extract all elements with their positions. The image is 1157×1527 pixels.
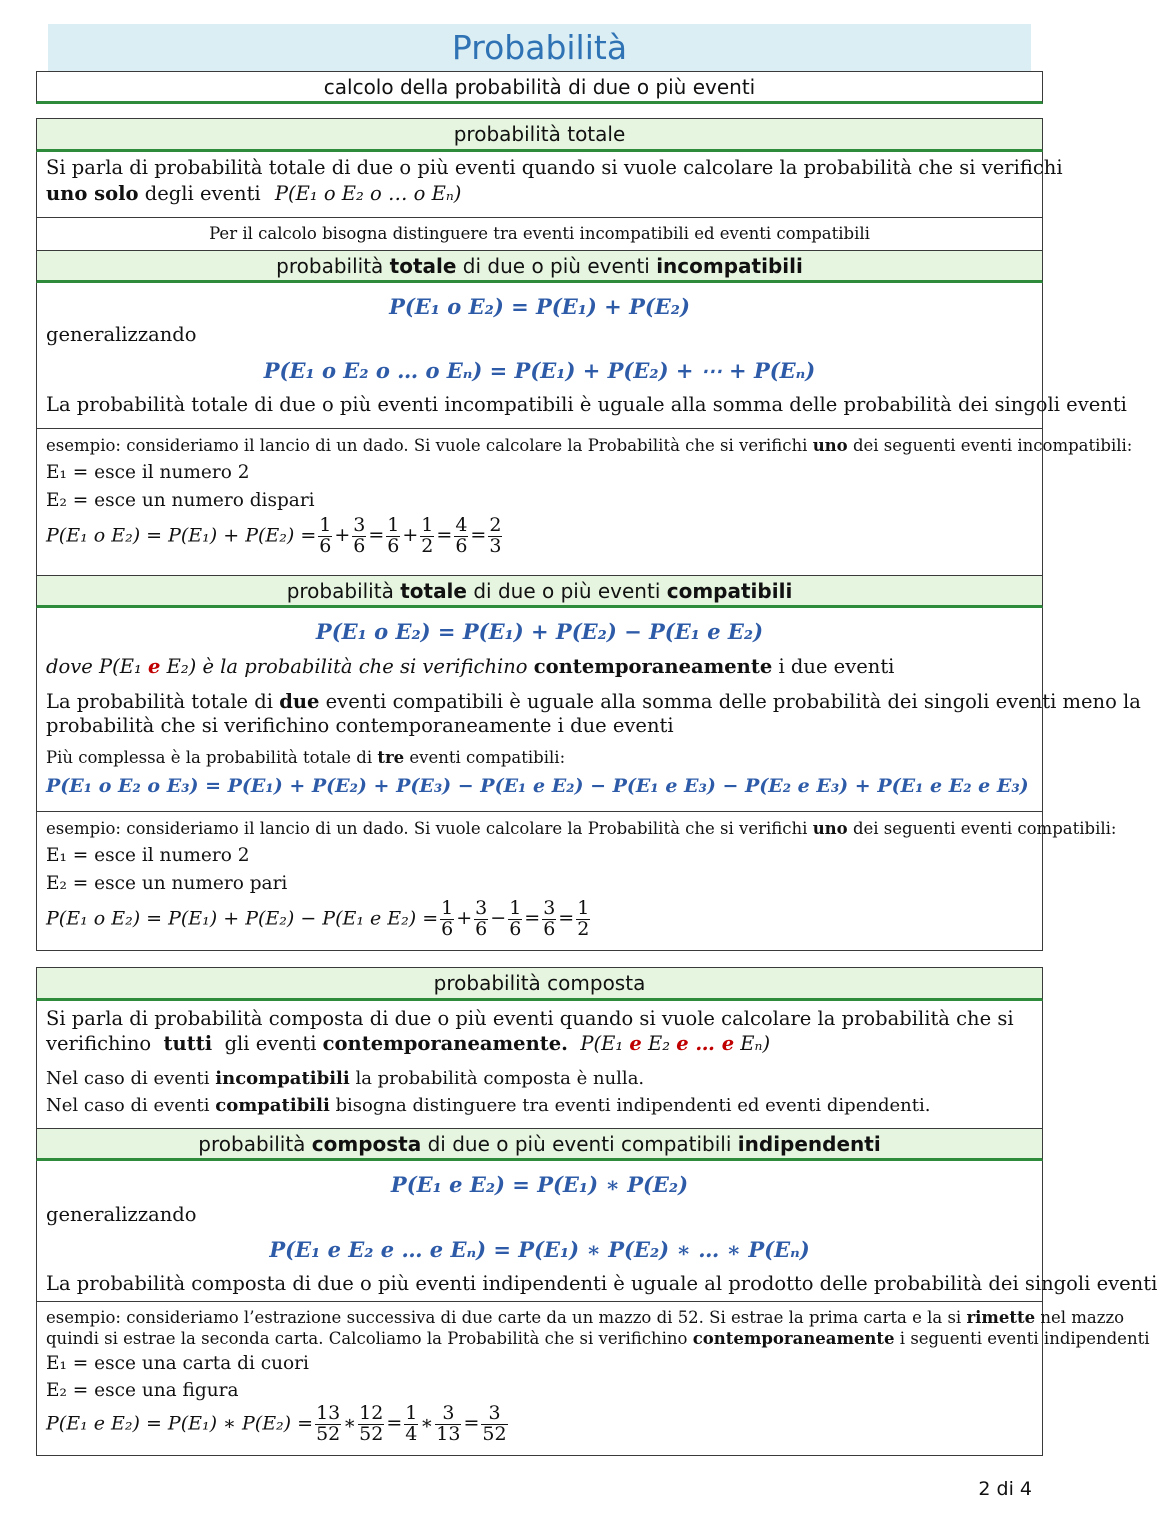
- subtitle: calcolo della probabilità di due o più eventi: [323, 75, 756, 99]
- numerator: 3: [481, 1404, 507, 1425]
- fraction: [420, 516, 434, 557]
- numerator: 3: [543, 897, 556, 919]
- total-intro-formula: P(E₁ o E₂ o … o Eₙ): [274, 182, 462, 205]
- compatible-header: [36, 575, 1043, 608]
- composed-incompatible: [46, 1068, 644, 1089]
- operator: −: [490, 907, 507, 930]
- fraction: [404, 1404, 418, 1445]
- denominator: 2: [577, 917, 590, 940]
- incompatible-header-mid: di due o più eventi: [456, 254, 657, 278]
- numerator: 4: [455, 514, 468, 536]
- divider: [36, 217, 1043, 218]
- independent-generalizing: generalizzando: [46, 1203, 197, 1226]
- page-title: Probabilità: [451, 28, 628, 67]
- compatible-header-mid: di due o più eventi: [466, 579, 667, 603]
- incompatible-statement: La probabilità totale di due o più eventi incompatibili è uguale alla somma delle probabilità dei singoli eventi: [46, 393, 1127, 416]
- independent-general-formula: P(E₁ e E₂ e … e Eₙ) = P(E₁) ∗ P(E₂) ∗ … ∗ P(Eₙ): [269, 1237, 810, 1262]
- divider: [36, 1301, 1043, 1302]
- denominator: 52: [316, 1422, 341, 1445]
- composed-intro-bold2: contemporaneamente.: [322, 1032, 568, 1055]
- total-intro-1: Si parla di probabilità totale di due o più eventi quando si vuole calcolare la probabilità che si verifichi: [46, 156, 1063, 179]
- compatible-dove-bold: contemporaneamente: [533, 655, 773, 678]
- fraction: [440, 899, 454, 940]
- incompatible-header-b1: totale: [389, 254, 457, 278]
- compatible-dove-pre: dove P(E₁: [46, 655, 148, 678]
- incompatible-example-bold: uno: [812, 436, 848, 455]
- independent-example-2-bold: contemporaneamente: [692, 1329, 895, 1348]
- incompatible-formula: P(E₁ o E₂) = P(E₁) + P(E₂): [389, 294, 690, 319]
- independent-example-1: [46, 1308, 1124, 1327]
- numerator: 1: [319, 514, 332, 536]
- independent-calc-lhs: P(E₁ e E₂) = P(E₁) ∗ P(E₂) =: [46, 1412, 314, 1435]
- fraction: [488, 516, 502, 557]
- compatible-example-bold: uno: [812, 819, 848, 838]
- composed-intro-2: [46, 1032, 770, 1055]
- composed-header: probabilità composta: [36, 967, 1043, 1001]
- composed-intro-bold1: tutti: [163, 1032, 213, 1055]
- fraction: [318, 516, 332, 557]
- compatible-dove-mid: E₂) è la probabilità che si verifichino: [160, 655, 534, 678]
- incompatible-header-pre: probabilità: [276, 254, 390, 278]
- fraction: [481, 1404, 507, 1445]
- independent-statement: La probabilità composta di due o più eventi indipendenti è uguale al prodotto delle probabilità dei singoli eventi: [46, 1272, 1157, 1295]
- independent-header: [36, 1128, 1043, 1161]
- composed-intro-formula-e2: e … e: [676, 1032, 735, 1055]
- compatible-statement: [46, 690, 1141, 713]
- incompatible-header-b2: incompatibili: [656, 254, 803, 278]
- independent-header-b1: composta: [311, 1132, 422, 1156]
- numerator: 1: [405, 1402, 418, 1424]
- operator: =: [558, 907, 575, 930]
- numerator: 2: [489, 514, 502, 536]
- denominator: 4: [405, 1422, 418, 1445]
- independent-header-pre: probabilità: [198, 1132, 312, 1156]
- composed-incomp-pre: Nel caso di eventi: [46, 1068, 216, 1089]
- incompatible-calc-lhs: P(E₁ o E₂) = P(E₁) + P(E₂) =: [46, 524, 317, 547]
- denominator: 6: [319, 534, 332, 557]
- incompatible-e2: E₂ = esce un numero dispari: [46, 490, 315, 511]
- denominator: 6: [475, 917, 488, 940]
- compatible-statement-bold: due: [279, 690, 320, 713]
- independent-header-b2: indipendenti: [737, 1132, 881, 1156]
- numerator: 1: [441, 897, 454, 919]
- compatible-header-b1: totale: [400, 579, 467, 603]
- numerator: 1: [421, 514, 434, 536]
- fraction: [508, 899, 522, 940]
- total-intro-rest: degli eventi: [144, 182, 261, 205]
- independent-example-1-bold: rimette: [966, 1308, 1036, 1327]
- incompatible-fraction-chain: [316, 514, 504, 557]
- operator: +: [402, 524, 419, 547]
- total-header: probabilità totale: [36, 118, 1043, 152]
- fraction: [358, 1404, 384, 1445]
- composed-intro-pre: verifichino: [46, 1032, 152, 1055]
- compatible-statement-post: eventi compatibili è uguale alla somma delle probabilità dei singoli eventi meno la: [319, 690, 1141, 713]
- fraction: [352, 516, 366, 557]
- independent-example-2-pre: quindi si estrae la seconda carta. Calcoliamo la Probabilità che si verifichino: [46, 1329, 688, 1348]
- independent-e2: E₂ = esce una figura: [46, 1380, 239, 1401]
- fraction: [454, 516, 468, 557]
- compatible-example: [46, 819, 1116, 838]
- composed-intro-formula-mid: E₂: [641, 1032, 677, 1055]
- compatible-fraction-chain: [438, 897, 592, 940]
- divider: [36, 811, 1043, 812]
- fraction: [542, 899, 556, 940]
- operator: =: [386, 1412, 403, 1435]
- denominator: 6: [353, 534, 366, 557]
- denominator: 6: [509, 917, 522, 940]
- denominator: 6: [441, 917, 454, 940]
- fraction: [315, 1404, 341, 1445]
- independent-example-2-post: i seguenti eventi indipendenti: [899, 1329, 1150, 1348]
- total-intro-bold: uno solo: [46, 182, 139, 205]
- compatible-dove-e: e: [147, 655, 161, 678]
- fraction: [386, 516, 400, 557]
- denominator: 6: [455, 534, 468, 557]
- fraction: [474, 899, 488, 940]
- independent-calculation: [46, 1404, 510, 1445]
- incompatible-general-formula: P(E₁ o E₂ o … o Eₙ) = P(E₁) + P(E₂) + ⋯ + P(Eₙ): [263, 358, 816, 383]
- compatible-statement-pre: La probabilità totale di: [46, 690, 280, 713]
- operator: =: [524, 907, 541, 930]
- numerator: 1: [509, 897, 522, 919]
- denominator: 6: [387, 534, 400, 557]
- independent-example-1-pre: esempio: consideriamo l’estrazione successiva di due carte da un mazzo di 52. Si estrae la prima carta e la si: [46, 1308, 962, 1327]
- denominator: 13: [436, 1422, 461, 1445]
- compatible-three: [46, 748, 565, 767]
- compatible-formula: P(E₁ o E₂) = P(E₁) + P(E₂) − P(E₁ e E₂): [315, 619, 764, 644]
- composed-comp-bold: compatibili: [215, 1095, 330, 1116]
- incompatible-e1: E₁ = esce il numero 2: [46, 462, 250, 483]
- numerator: 1: [387, 514, 400, 536]
- composed-intro-formula-pre: P(E₁: [580, 1032, 630, 1055]
- compatible-three-post: eventi compatibili:: [404, 748, 566, 767]
- compatible-calc-lhs: P(E₁ o E₂) = P(E₁) + P(E₂) − P(E₁ e E₂) =: [46, 907, 439, 930]
- compatible-three-bold: tre: [377, 748, 405, 767]
- numerator: 3: [435, 1404, 461, 1425]
- denominator: 3: [489, 534, 502, 557]
- numerator: 13: [316, 1402, 341, 1424]
- denominator: 6: [543, 917, 556, 940]
- operator: +: [456, 907, 473, 930]
- incompatible-header: [36, 250, 1043, 283]
- incompatible-example-post: dei seguenti eventi incompatibili:: [852, 436, 1133, 455]
- numerator: 12: [359, 1402, 384, 1424]
- incompatible-calculation: [46, 516, 504, 557]
- compatible-statement-2: probabilità che si verifichino contemporaneamente i due eventi: [46, 714, 674, 737]
- operator: =: [470, 524, 487, 547]
- operator: =: [463, 1412, 480, 1435]
- numerator: 3: [475, 897, 488, 919]
- total-intro-2: [46, 182, 461, 205]
- page-number: 2 di 4: [978, 1478, 1032, 1500]
- independent-header-mid: di due o più eventi compatibili: [421, 1132, 738, 1156]
- independent-fraction-chain: [313, 1402, 510, 1445]
- operator: ∗: [343, 1412, 357, 1435]
- composed-compatible: [46, 1095, 930, 1116]
- composed-comp-post: bisogna distinguere tra eventi indipendenti ed eventi dipendenti.: [329, 1095, 931, 1116]
- operator: =: [368, 524, 385, 547]
- denominator: 2: [421, 534, 434, 557]
- compatible-example-pre: esempio: consideriamo il lancio di un dado. Si vuole calcolare la Probabilità che si verifichi: [46, 819, 808, 838]
- numerator: 1: [577, 897, 590, 919]
- fraction: [576, 899, 590, 940]
- compatible-calculation: [46, 899, 592, 940]
- total-distinguish: Per il calcolo bisogna distinguere tra eventi incompatibili ed eventi compatibili: [209, 224, 870, 243]
- denominator: 52: [359, 1422, 384, 1445]
- compatible-three-formula: P(E₁ o E₂ o E₃) = P(E₁) + P(E₂) + P(E₃) − P(E₁ e E₂) − P(E₁ e E₃) − P(E₂ e E₃) + P(E₁ e E₂ e E₃): [46, 775, 1029, 797]
- operator: ∗: [420, 1412, 434, 1435]
- compatible-three-pre: Più complessa è la probabilità totale di: [46, 748, 378, 767]
- numerator: 3: [353, 514, 366, 536]
- composed-intro-formula-e: e: [629, 1032, 642, 1055]
- fraction: [435, 1404, 461, 1445]
- independent-e1: E₁ = esce una carta di cuori: [46, 1353, 309, 1374]
- compatible-dove: [46, 655, 894, 678]
- composed-intro-formula-post: Eₙ): [734, 1032, 771, 1055]
- composed-incomp-post: la probabilità composta è nulla.: [349, 1068, 645, 1089]
- independent-example-1-post: nel mazzo: [1040, 1308, 1125, 1327]
- incompatible-example: [46, 436, 1132, 455]
- composed-incomp-bold: incompatibili: [215, 1068, 350, 1089]
- composed-intro-mid: gli eventi: [224, 1032, 317, 1055]
- compatible-e1: E₁ = esce il numero 2: [46, 845, 250, 866]
- denominator: 52: [482, 1422, 507, 1445]
- composed-intro-1: Si parla di probabilità composta di due o più eventi quando si vuole calcolare la probabilità che si: [46, 1007, 1014, 1030]
- compatible-example-post: dei seguenti eventi compatibili:: [852, 819, 1117, 838]
- operator: =: [436, 524, 453, 547]
- divider: [36, 428, 1043, 429]
- independent-formula: P(E₁ e E₂) = P(E₁) ∗ P(E₂): [390, 1172, 689, 1197]
- independent-example-2: [46, 1329, 1149, 1348]
- operator: +: [334, 524, 351, 547]
- compatible-header-b2: compatibili: [666, 579, 793, 603]
- incompatible-example-pre: esempio: consideriamo il lancio di un dado. Si vuole calcolare la Probabilità che si verifichi: [46, 436, 808, 455]
- composed-comp-pre: Nel caso di eventi: [46, 1095, 216, 1116]
- compatible-e2: E₂ = esce un numero pari: [46, 873, 288, 894]
- compatible-header-pre: probabilità: [286, 579, 401, 603]
- compatible-dove-post: i due eventi: [772, 655, 895, 678]
- incompatible-generalizing: generalizzando: [46, 323, 197, 346]
